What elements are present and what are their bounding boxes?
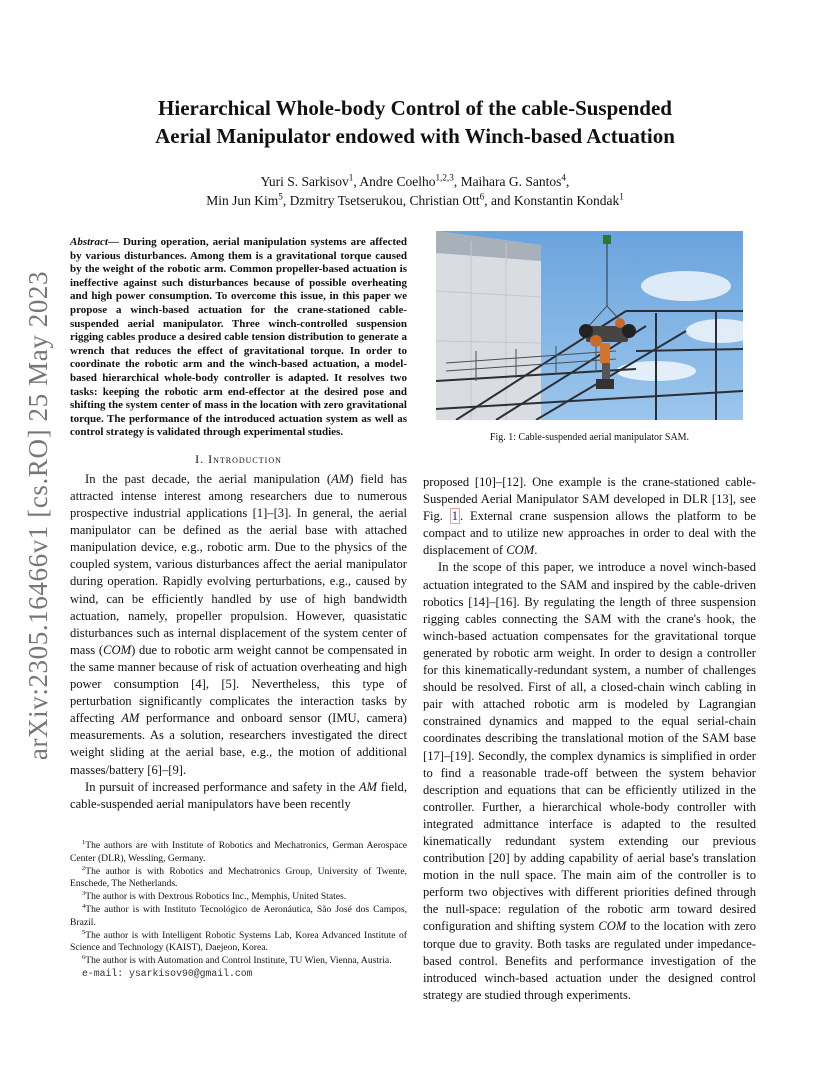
author-name: Yuri S. Sarkisov [260,174,349,189]
footnote [70,955,407,968]
text-run: proposed [10]–[12]. One example is the crane-stationed cable-Suspended Aerial Manipulator SAM developed in DLR [13], see Fig. [423,475,756,524]
text-run: ) field has attracted intense interest among researchers due to numerous prospective industrial applications [1]–[3]. In general, the aerial manipulator can be defined as the aerial base with attached manipulation device, e.g., robotic arm. Due to the physics of the coupled system, various disturbances affect the aerial manipulator during operation. Rapidly evolving perturbations, e.g., caused by wind, can be efficiently handled by use of high bandwidth actuation, namely, propeller propulsion. However, quasistatic disturbances such as internal displacement of the system center of mass ( [70,471,407,657]
footnote-mark: 1 [82,838,86,846]
footnote-text: The author is with Instituto Tecnológico de Aeronáutica, São José dos Campos, Brazil. [70,904,407,928]
footnote [70,840,407,865]
text-run: ) due to robotic arm weight cannot be compensated in the same manner because of risk of actuation overheating and high power consumption [4], [5]. Nevertheless, this type of perturbation significantly complicates the interaction tasks by affecting [70,642,408,726]
text-run: In pursuit of increased performance and safety in the [85,779,359,794]
footnotes [70,840,407,981]
figure-1-link[interactable]: 1 [451,509,459,524]
intro-paragraph-1 [70,471,407,779]
author-affil: 6 [479,191,485,202]
math-com: COM [598,919,627,934]
author-affil: 1 [348,172,354,183]
arxiv-sidebar [14,270,64,760]
author-name: Min Jun Kim [206,193,279,208]
abstract-label: Abstract [70,236,108,248]
left-column [70,236,407,813]
footnote-text: The author is with Robotics and Mechatronics Group, University of Twente, Enschede, The Netherlands. [70,865,407,889]
footnote [70,866,407,891]
footnote-text: The author is with Intelligent Robotic Systems Lab, Korea Advanced Institute of Science and Technology (KAIST), Daejeon, Korea. [70,929,407,953]
text-run: . [534,543,538,558]
author-affil: 5 [278,191,283,202]
intro-paragraph-2 [70,779,407,813]
author-name: Christian Ott [409,193,480,208]
right-paragraph-2 [423,559,756,1003]
footnote-text: The authors are with Institute of Robotics and Mechatronics, German Aerospace Center (DLR), Wessling, Germany. [70,840,407,864]
math-am: AM [358,779,378,794]
math-com: COM [103,642,132,657]
author-name: Andre Coelho [359,174,436,189]
math-am: AM [121,711,140,726]
author-line-1: Yuri S. Sarkisov$^1$, Andre Coelho$^{1,2,3}$, Maihara G. Santos$^4$, [260,172,570,189]
text-run: field, cable-suspended aerial manipulators have been recently [70,779,407,811]
text-run: In the past decade, the aerial manipulation ( [85,471,332,486]
text-run: to the location with zero torque due to gravity. Both tasks are regulated under impedance-based control. Benefits and performance investigation of the introduced winch-based actuation under the designed control strategy are studied through experiments. [423,919,756,1002]
math-am: AM [331,471,350,486]
text-run: performance and onboard sensor (IMU, camera) measurements. As a solution, researchers investigated the direct weight sliding at the aerial base, e.g., the motion of additional masses/battery [6]–[9]. [70,711,407,777]
figure-1-caption: Fig. 1: Cable-suspended aerial manipulator SAM. [489,432,690,443]
crane-hook [603,235,611,244]
footnote-mark: 6 [82,953,86,961]
title-line-1: Hierarchical Whole-body Control of the cable-Suspended [158,96,672,120]
author-affil: 1,2,3 [435,172,454,183]
footnote [70,891,407,904]
math-com: COM [506,543,535,558]
text-run: . External crane suspension allows the platform to be compact and to utilize new approaches in order to deal with the displacement of [423,509,757,558]
footnote-text: The author is with Automation and Control Institute, TU Wien, Vienna, Austria. [85,955,392,966]
author-list [110,172,720,210]
author-name: Konstantin Kondak [513,193,620,208]
intro-body [70,471,407,813]
author-affil: 1 [619,191,624,202]
right-column [423,474,756,1004]
abstract: Abstract— During operation, aerial manipulation systems are affected by various disturbances. Among them is a gravitational torque caused by the weight of the robotic arm. Common propeller-based actuation is ineffective against such disturbances because of possible overheating and high power consumption. To overcome this issue, in this paper we propose a winch-based actuation for the crane-stationed cable-suspended aerial manipulator. Three winch-controlled suspension rigging cables produce a desired cable tension distribution to generate a wrench that reduces the effect of gravitational torque. In order to coordinate the robotic arm and the winch-based actuation, a model-based hierarchical whole-body controller is adapted. It resolves two tasks: keeping the robotic arm end-effector at the desired pose and shifting the system center of mass in the location with zero gravitational torque. The performance of the introduced actuation system as well as control strategy is validated through experimental studies. [70,236,407,439]
footnote [70,930,407,955]
footnote [70,904,407,929]
footnote-text: The author is with Dextrous Robotics Inc., Memphis, United States. [85,891,347,902]
author-name: Maihara G. Santos [460,174,562,189]
footnote-mark: 3 [82,889,86,897]
title-line-2: Aerial Manipulator endowed with Winch-based Actuation [155,124,675,148]
arxiv-id: arXiv:2305.16466v1 [cs.RO] 25 May 2023 [23,270,54,760]
author-name: Dzmitry Tsetserukou [289,193,403,208]
author-line-2: Min Jun Kim$^5$, Dzmitry Tsetserukou, Christian Ott$^6$, and Konstantin Kondak$^1$ [206,191,624,208]
footnote-mark: 2 [82,864,86,872]
text-run: In the scope of this paper, we introduce a novel winch-based actuation integrated to the SAM and inspired by the cable-driven robotics [14]–[16]. By regulating the length of three suspension rigging cables connecting the SAM with the crane's hook, the winch-based actuation compensates for the gravitational torque generated by robotic arm weight. In order to design a controller for this kinematically-redundant system, a number of challenges should be resolved. First of all, a closed-chain winch cabling in pair with attached robotic arm is modeled by Lagrangian constrained dynamics and mapped to the equal serial-chain coordinates describing the translational motion of the SAM base [17]–[19]. Secondly, the complex dynamics is simplified in order to find a reasonable trade-off between the system behavior description and equations that can be efficiently utilized in the controller. Further, a hierarchical whole-body controller with integrated admittance interface is adapted to the resulted kinematically redundant system extending our previous contribution [20] by adding capability of aerial base's translation motion in the null space. The main aim of the controller is to perform two objectives with different priorities defined through the null-space: regulation of the robotic arm toward desired configuration and shifting system [423,560,756,934]
figure-1-photo [436,231,743,420]
footnote-mark: 4 [82,902,86,910]
footnote-mark: 5 [82,928,86,936]
right-paragraph-1 [423,474,756,559]
abstract-text: During operation, aerial manipulation systems are affected by various disturbances. Among them is a gravitational torque caused by the weight of the robotic arm. Common propeller-based actuation is ineffective against such disturbances because of possible overheating and high power consumption. To overcome this issue, in this paper we propose a winch-based actuation for the crane-stationed cable-suspended aerial manipulator. Three winch-controlled suspension rigging cables produce a desired cable tension distribution to generate a wrench that reduces the effect of gravitational torque. In order to coordinate the robotic arm and the winch-based actuation, a model-based hierarchical whole-body controller is adapted. It resolves two tasks: keeping the robotic arm end-effector at the desired pose and shifting the system center of mass in the location with zero gravitational torque. The performance of the introduced actuation system as well as control strategy is validated through experimental studies. [70,236,407,439]
author-affil: 4 [561,172,567,183]
section-title-introduction: I. Introduction [195,451,282,466]
contact-email: e-mail: ysarkisov90@gmail.com [82,968,253,979]
paper-title [90,94,740,150]
